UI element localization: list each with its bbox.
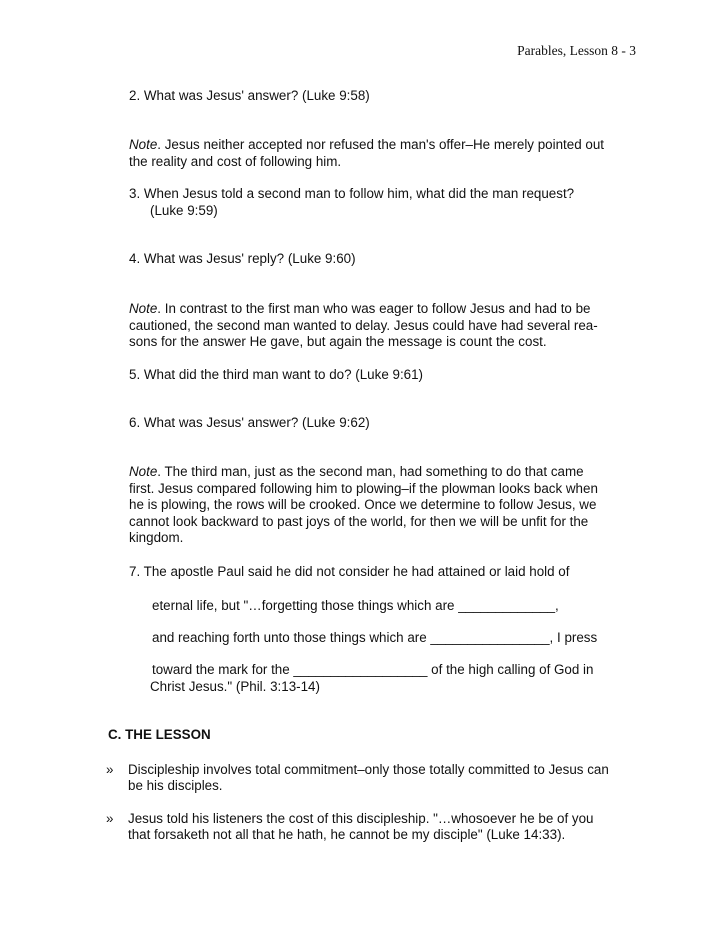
question-6: 6. What was Jesus' answer? (Luke 9:62) <box>129 415 370 430</box>
question-7-fill-3: toward the mark for the __________________ of the high calling of God in <box>152 662 594 677</box>
bullet-1-line-1: Discipleship involves total commitment–only those totally committed to Jesus can <box>128 762 609 777</box>
note-1-line-1 <box>129 136 649 153</box>
question-3-line-2: (Luke 9:59) <box>150 203 218 218</box>
note-3-text: . The third man, just as the second man, had something to do that came <box>157 464 584 479</box>
question-7-fill-1: eternal life, but "…forgetting those things which are _____________, <box>152 598 559 613</box>
question-5: 5. What did the third man want to do? (Luke 9:61) <box>129 367 424 382</box>
question-3-line-1: 3. When Jesus told a second man to follow him, what did the man request? <box>129 186 575 201</box>
note-1-text: . Jesus neither accepted nor refused the man's offer–He merely pointed out <box>157 137 604 152</box>
question-7-fill-2: and reaching forth unto those things which are ________________, I press <box>152 630 598 645</box>
note-label: Note <box>129 137 158 152</box>
note-3-line-4: cannot look backward to past joys of the world, for then we will be unfit for the <box>129 514 589 529</box>
question-7-fill-4: Christ Jesus." (Phil. 3:13-14) <box>150 679 320 694</box>
question-7-line-1: 7. The apostle Paul said he did not consider he had attained or laid hold of <box>129 564 570 579</box>
note-3-line-1 <box>129 463 649 480</box>
note-label: Note <box>129 301 158 316</box>
note-3-line-2: first. Jesus compared following him to plowing–if the plowman looks back when <box>129 481 598 496</box>
question-2: 2. What was Jesus' answer? (Luke 9:58) <box>129 88 370 103</box>
note-label: Note <box>129 464 158 479</box>
bullet-2-line-2: that forsaketh not all that he hath, he cannot be my disciple" (Luke 14:33). <box>128 827 566 842</box>
note-3-line-3: he is plowing, the rows will be crooked. Once we determine to follow Jesus, we <box>129 497 597 512</box>
section-heading: C. THE LESSON <box>108 727 211 742</box>
note-2-line-1 <box>129 300 649 317</box>
question-4: 4. What was Jesus' reply? (Luke 9:60) <box>129 251 356 266</box>
bullet-marker: » <box>106 762 114 777</box>
bullet-marker: » <box>106 811 114 826</box>
note-2-text: . In contrast to the first man who was eager to follow Jesus and had to be <box>157 301 591 316</box>
note-2-line-3: sons for the answer He gave, but again the message is count the cost. <box>129 334 547 349</box>
bullet-1-line-2: be his disciples. <box>128 778 223 793</box>
note-3-line-5: kingdom. <box>129 530 184 545</box>
bullet-2-line-1: Jesus told his listeners the cost of this discipleship. "…whosoever he be of you <box>128 811 594 826</box>
running-header: Parables, Lesson 8 - 3 <box>517 43 636 58</box>
note-1-line-2: the reality and cost of following him. <box>129 154 342 169</box>
note-2-line-2: cautioned, the second man wanted to delay. Jesus could have had several rea- <box>129 318 598 333</box>
